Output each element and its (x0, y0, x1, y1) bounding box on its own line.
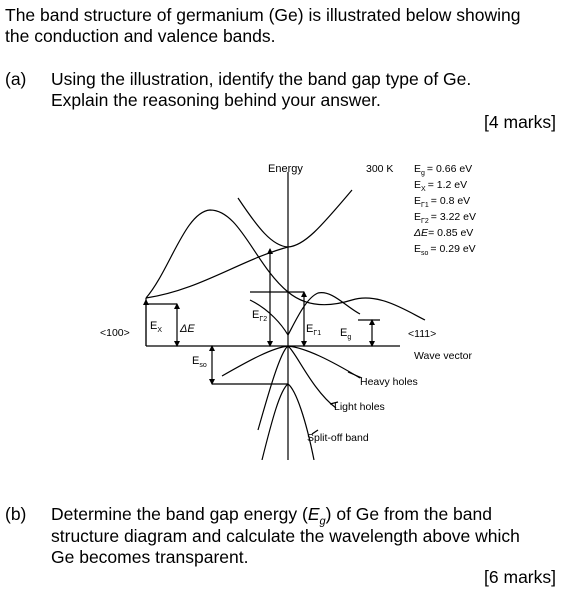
part-a-marks: [4 marks] (484, 112, 556, 132)
eso-label: $E_{so}$ (192, 355, 207, 369)
part-b-label: (b) (5, 504, 27, 524)
heavy-hole-band (222, 346, 360, 378)
param-eso: $E_{so} = 0.29$ eV (414, 243, 476, 257)
intro-line-1: The band structure of germanium (Ge) is illustrated below showing (5, 5, 521, 25)
energy-label: Energy (268, 163, 303, 175)
param-ex: $E_X = 1.2$ eV (414, 179, 468, 193)
delta-e-label: ΔE (180, 323, 195, 335)
part-a-line-2: Explain the reasoning behind your answer. (51, 90, 381, 110)
band-structure-diagram (0, 150, 561, 460)
param-eg2: $E_{\Gamma 2} = 3.22$ eV (414, 211, 477, 225)
wave-vector-label: Wave vector (414, 350, 472, 362)
param-eg1: $E_{\Gamma 1} = 0.8$ eV (414, 195, 471, 209)
split-off-label: Split-off band (307, 432, 369, 444)
param-eg: $E_g = 0.66$ eV (414, 163, 473, 177)
ex-label: $E_X$ (150, 320, 163, 334)
eg2-label: $E_{\Gamma 2}$ (252, 309, 268, 323)
light-holes-label: Light holes (334, 401, 385, 413)
part-b-line-2: structure diagram and calculate the wavelength above which (51, 526, 520, 546)
direction-111-label: <111> (408, 328, 437, 340)
conduction-band-crossing (146, 247, 288, 298)
eg1-label: $E_{\Gamma 1}$ (306, 323, 322, 337)
eg-label: $E_g$ (340, 327, 352, 341)
part-a-label: (a) (5, 69, 27, 89)
part-b-line-3: Ge becomes transparent. (51, 547, 249, 567)
direction-100-label: <100> (100, 327, 130, 339)
heavy-holes-label: Heavy holes (360, 376, 418, 388)
part-a-line-1: Using the illustration, identify the band gap type of Ge. (51, 69, 472, 89)
intro-line-2: the conduction and valence bands. (5, 26, 276, 46)
parameter-list (413, 163, 476, 257)
part-b-line-1: Determine the band gap energy $(E_g)$ of Ge from the band (51, 504, 492, 528)
temperature-label: 300 K (366, 163, 394, 175)
conduction-band-left-hump (146, 210, 425, 320)
param-delta-e: ΔE= 0.85 eV (414, 227, 474, 239)
part-b-marks: [6 marks] (484, 567, 556, 587)
conduction-band-gamma-upper (238, 190, 352, 247)
